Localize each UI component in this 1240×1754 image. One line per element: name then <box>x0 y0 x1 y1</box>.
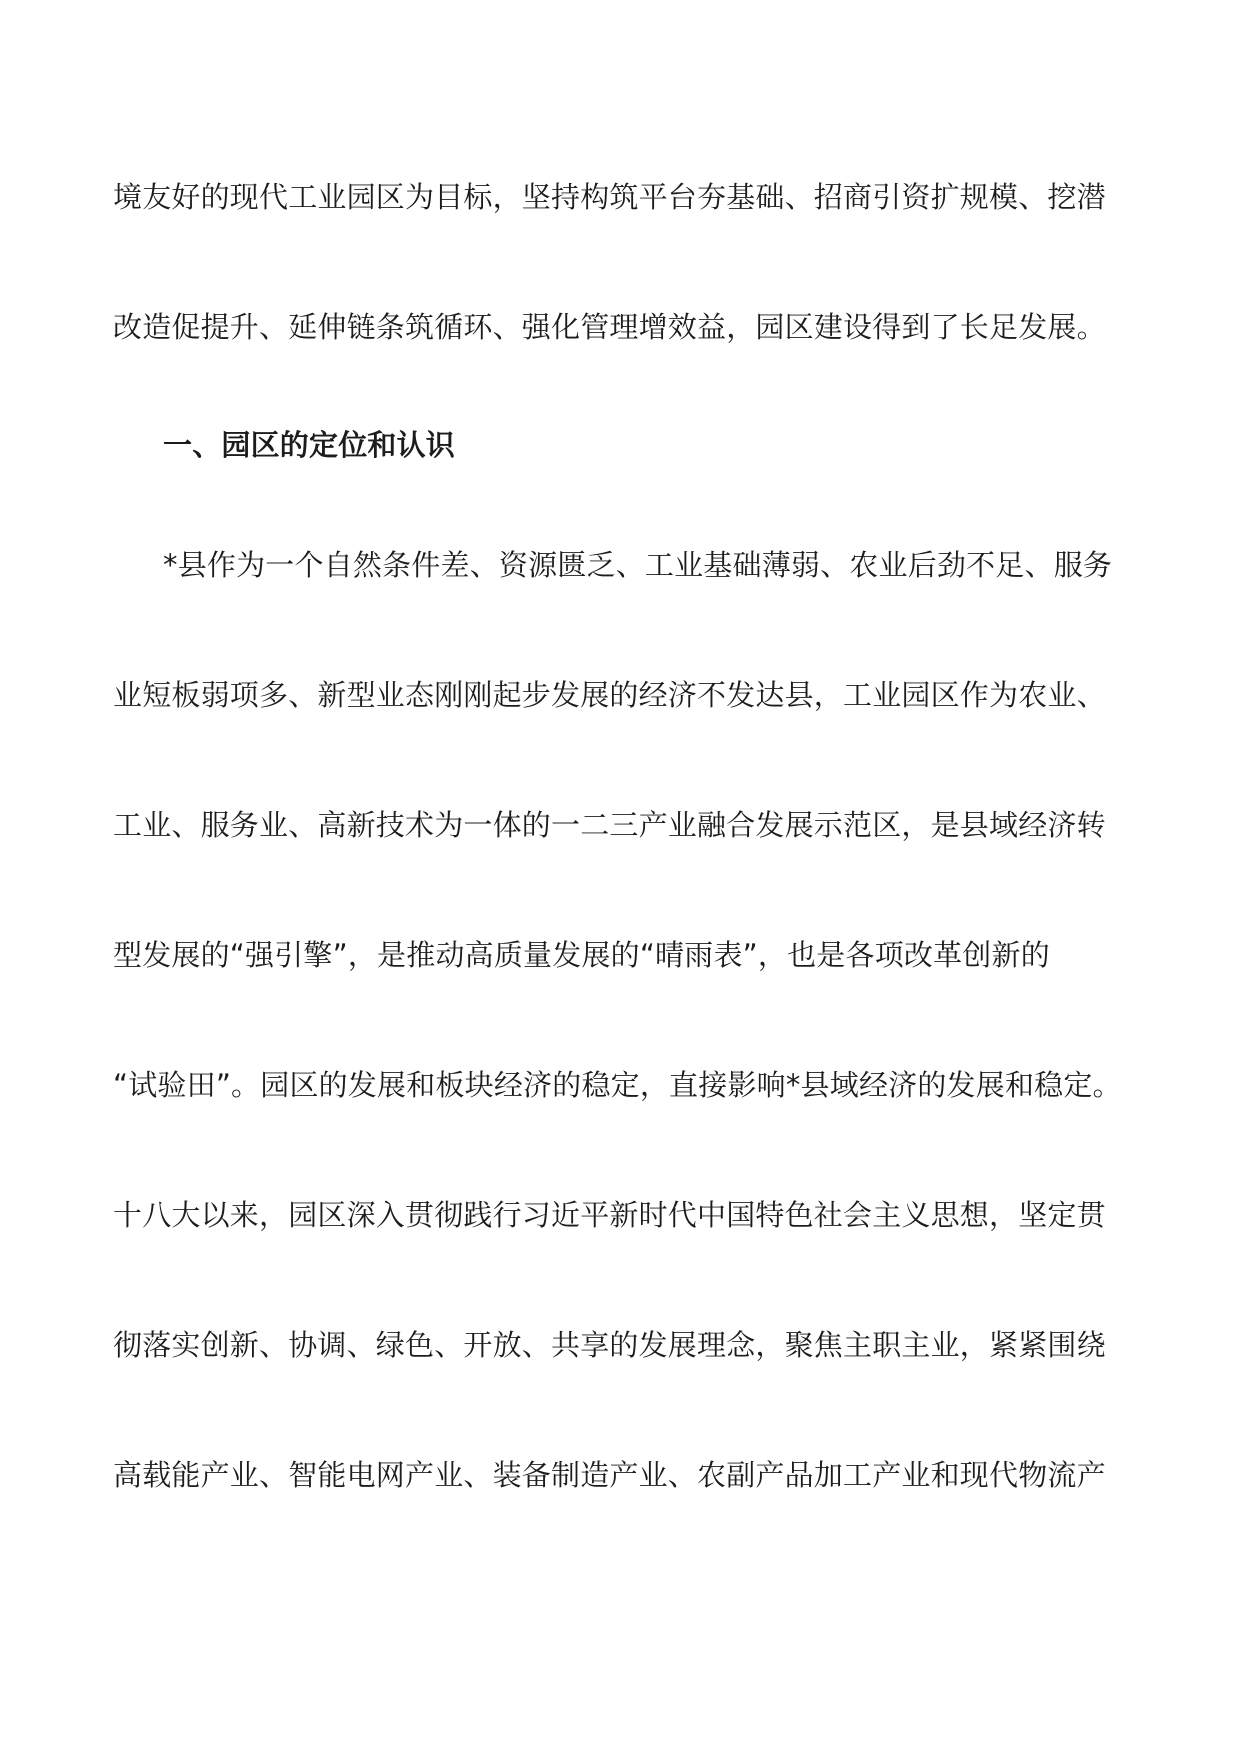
section-heading: 一、园区的定位和认识 <box>163 428 456 462</box>
paragraph-line: 十八大以来，园区深入贯彻践行习近平新时代中国特色社会主义思想，坚定贯 <box>113 1198 1106 1232</box>
paragraph-line: “试验田”。园区的发展和板块经济的稳定，直接影响*县域经济的发展和稳定。 <box>113 1068 1122 1102</box>
paragraph-line: 业短板弱项多、新型业态刚刚起步发展的经济不发达县，工业园区作为农业、 <box>113 678 1106 712</box>
paragraph-line: 彻落实创新、协调、绿色、开放、共享的发展理念，聚焦主职主业，紧紧围绕 <box>113 1328 1106 1362</box>
paragraph-line: 型发展的“强引擎”，是推动高质量发展的“晴雨表”，也是各项改革创新的 <box>113 938 1050 972</box>
paragraph-line: 境友好的现代工业园区为目标，坚持构筑平台夯基础、招商引资扩规模、挖潜 <box>113 180 1106 214</box>
paragraph-line: 高载能产业、智能电网产业、装备制造产业、农副产品加工产业和现代物流产 <box>113 1458 1106 1492</box>
paragraph-line: 改造促提升、延伸链条筑循环、强化管理增效益，园区建设得到了长足发展。 <box>113 310 1106 344</box>
paragraph-line: *县作为一个自然条件差、资源匮乏、工业基础薄弱、农业后劲不足、服务 <box>163 548 1113 582</box>
paragraph-line: 工业、服务业、高新技术为一体的一二三产业融合发展示范区，是县域经济转 <box>113 808 1106 842</box>
